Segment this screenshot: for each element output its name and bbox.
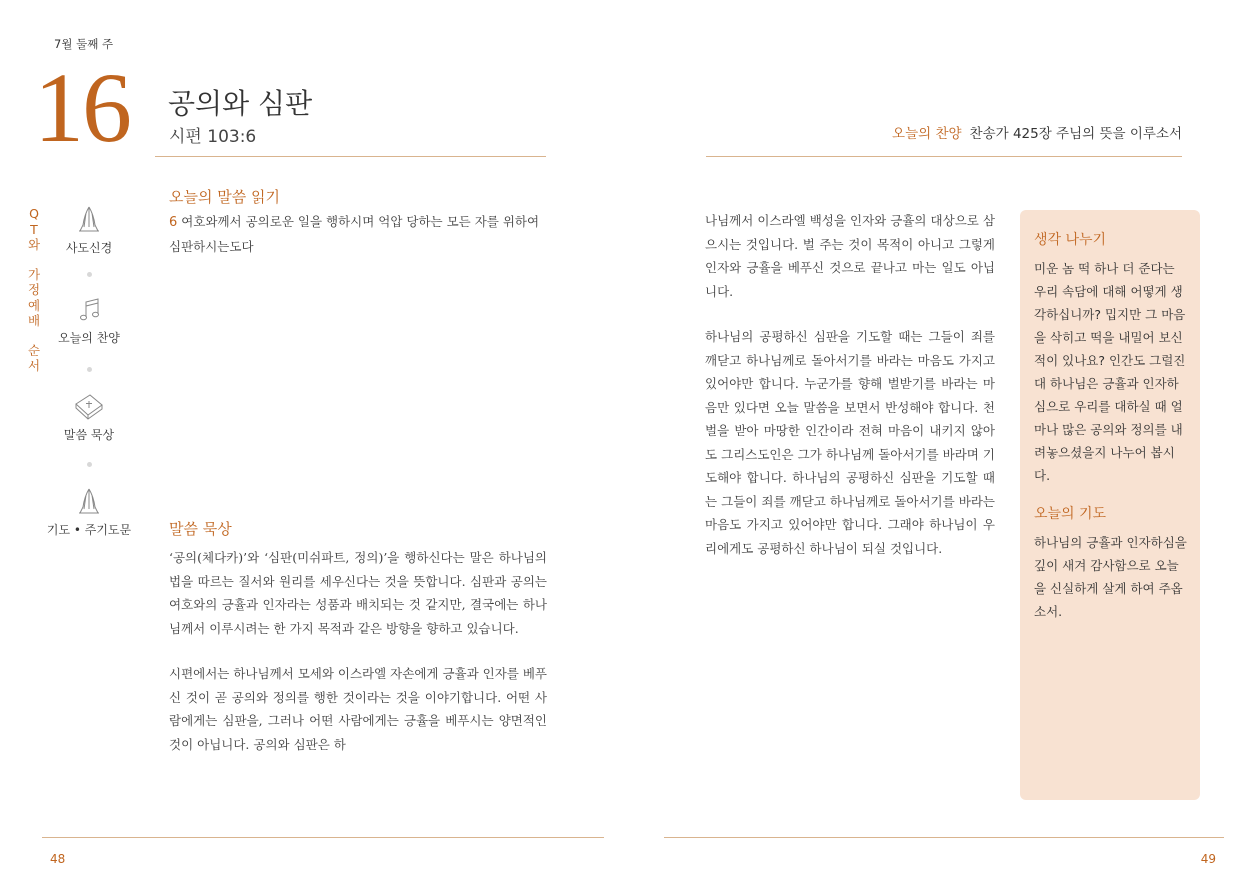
vertical-char: 정 <box>27 282 41 297</box>
meditation-paragraph: ‘공의(체다카)’와 ‘심판(미쉬파트, 정의)’을 행하신다는 말은 하나님의 법을 따르는 질서와 원리를 세우신다는 것을 뜻합니다. 심판과 공의는 여호와의 긍휼과 인자라는 성품과 배치되는 것 같지만, 결국에는 하나님께서 이루시려는 한 가지 목적과 같은 방향을 향하고 있습니다. <box>169 550 547 636</box>
week-label: 7월 둘째 주 <box>54 37 114 51</box>
sidebar-item-label: 기도 • 주기도문 <box>46 523 132 537</box>
prayer-text: 하나님의 긍휼과 인자하심을 깊이 새겨 감사함으로 오늘을 신실하게 살게 하여 주옵소서. <box>1034 535 1187 619</box>
praying-hands-icon <box>74 205 104 233</box>
meditation-paragraph: 하나님의 공평하신 심판을 기도할 때는 그들이 죄를 깨닫고 하나님께로 돌아서기를 바라는 마음도 가지고 있어야만 합니다. 누군가를 향해 벌받기를 바라는 마음만 있다면 오늘 말씀을 보면서 반성해야 합니다. 천벌을 받아 마땅한 인간이라 전혀 마음이 내키지 않아도 그리스도인은 그가 하나님께 돌아서기를 바라며 기도해야 합니다. 하나님의 공평하신 심판을 기도할 때는 그들이 죄를 깨닫고 하나님께로 돌아서기를 바라는 마음도 가지고 있어야만 합니다. 그래야 하나님이 우리에게도 공평하신 하나님이 되실 것입니다. <box>705 329 995 556</box>
hymn-label: 오늘의 찬양 <box>892 126 962 142</box>
footer-rule-right <box>664 837 1224 838</box>
hymn-line <box>892 122 1182 142</box>
page-title: 공의와 심판 <box>168 87 313 120</box>
discussion-box <box>1020 210 1200 800</box>
sharing-heading: 생각 나누기 <box>1034 232 1107 248</box>
vertical-char: 순 <box>27 342 41 358</box>
vertical-char: 배 <box>27 313 41 328</box>
sidebar-dot <box>87 272 92 277</box>
sidebar-item-label: 사도신경 <box>65 241 113 255</box>
footer-rule-left <box>42 837 604 838</box>
sidebar-item-label: 오늘의 찬양 <box>58 331 120 345</box>
page-number-right: 49 <box>1200 852 1216 866</box>
vertical-char: Q <box>29 206 39 221</box>
praying-hands-icon <box>74 487 104 515</box>
scripture-reference: 시편 103:6 <box>169 127 257 147</box>
vertical-char: T <box>30 221 38 237</box>
vertical-char: 예 <box>27 297 41 313</box>
sharing-text: 미운 놈 떡 하나 더 준다는 우리 속담에 대해 어떻게 생각하십니까? 밉지만 그 마음을 삭히고 떡을 내밀어 보신적이 있나요? 인간도 그럴진대 하나님은 긍휼과 인자하심으로 우리를 대하실 때 얼마나 많은 공의와 정의를 내려놓으셨을지 나누어 봅시다. <box>1034 261 1186 483</box>
sidebar-item-apostles-creed <box>39 205 139 256</box>
sidebar-item-prayer <box>39 487 139 538</box>
sidebar-dot <box>87 367 92 372</box>
verse-text: 여호와께서 공의로운 일을 행하시며 억압 당하는 모든 자를 위하여 심판하시는도다 <box>169 214 540 254</box>
meditation-left-column <box>169 546 547 778</box>
day-number: 16 <box>34 52 130 163</box>
sidebar-item-hymn <box>39 297 139 346</box>
header-rule-left <box>155 156 546 157</box>
page-number-left: 48 <box>50 852 66 866</box>
music-note-icon <box>74 297 104 323</box>
sidebar-item-meditation <box>39 392 139 443</box>
sidebar-dot <box>87 462 92 467</box>
header-rule-right <box>706 156 1182 157</box>
bible-icon <box>73 392 105 420</box>
vertical-char: 가 <box>27 266 41 282</box>
vertical-char: 와 <box>27 237 41 252</box>
reading-verse <box>169 210 547 258</box>
sidebar-item-label: 말씀 묵상 <box>63 428 115 442</box>
prayer-heading: 오늘의 기도 <box>1034 506 1107 522</box>
meditation-paragraph: 시편에서는 하나님께서 모세와 이스라엘 자손에게 긍휼과 인자를 베푸신 것이 곧 공의와 정의를 행한 것이라는 것을 이야기합니다. 어떤 사람에게는 심판을, 그러나 어떤 사람에게는 긍휼을 베푸시는 양면적인 것이 아닙니다. 공의와 심판은 하 <box>169 666 547 752</box>
hymn-value: 찬송가 425장 주님의 뜻을 이루소서 <box>969 126 1182 142</box>
verse-number: 6 <box>169 215 178 230</box>
meditation-right-column <box>705 209 995 582</box>
reading-heading: 오늘의 말씀 읽기 <box>169 188 280 206</box>
meditation-heading: 말씀 묵상 <box>169 520 232 538</box>
vertical-char: 서 <box>27 358 41 373</box>
meditation-paragraph: 나님께서 이스라엘 백성을 인자와 긍휼의 대상으로 삼으시는 것입니다. 벌 주는 것이 목적이 아니고 그렇게 인자와 긍휼을 베푸신 것으로 끝나고 마는 일도 아닙니다. <box>705 213 995 299</box>
